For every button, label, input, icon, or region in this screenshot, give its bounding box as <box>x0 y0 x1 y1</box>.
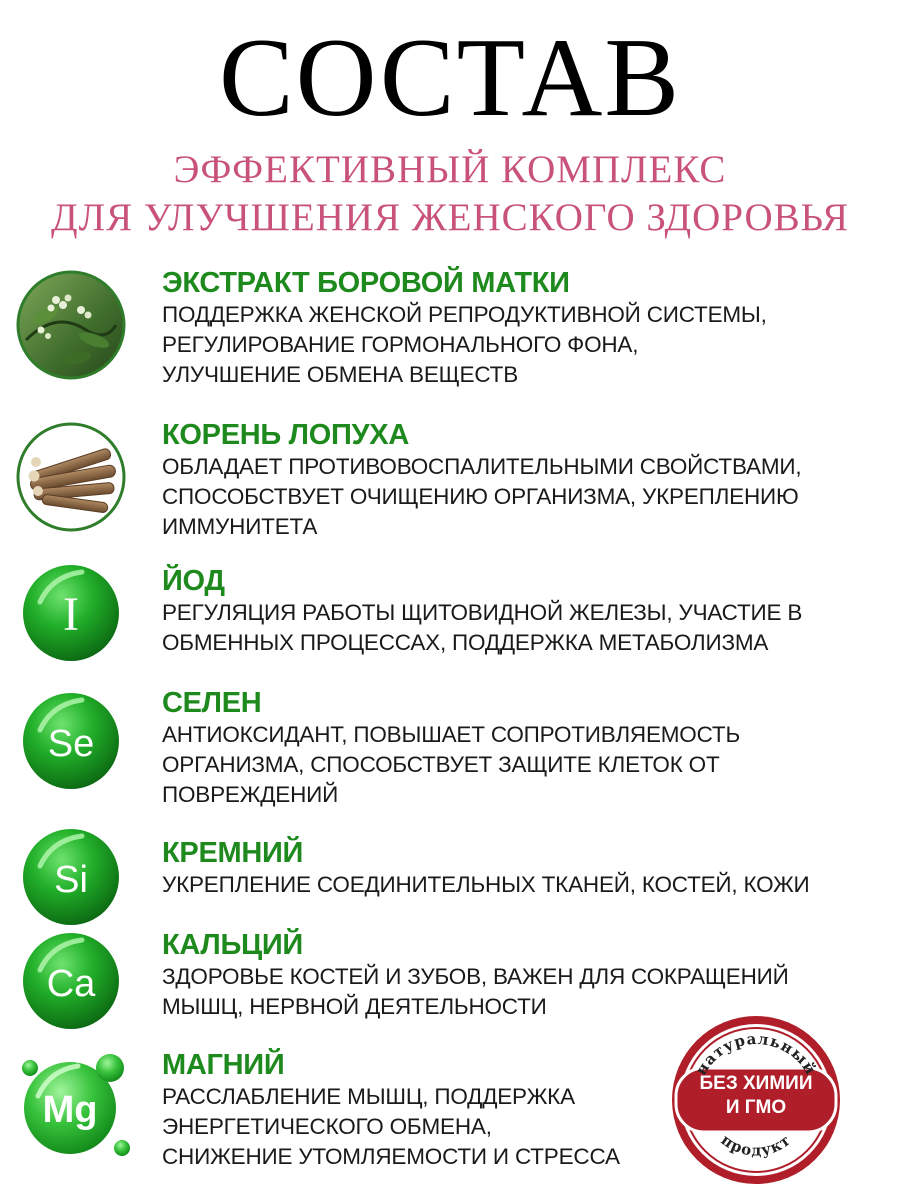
ingredient-name: ЭКСТРАКТ БОРОВОЙ МАТКИ <box>162 267 570 299</box>
ingredient-name: СЕЛЕН <box>162 687 262 719</box>
ingredient-name: МАГНИЙ <box>162 1049 285 1081</box>
ortilia-plant-icon <box>16 270 126 380</box>
ingredient-description: ЗДОРОВЬЕ КОСТЕЙ И ЗУБОВ, ВАЖЕН ДЛЯ СОКРАЩЕНИЙ МЫШЦ, НЕРВНОЙ ДЕЯТЕЛЬНОСТИ <box>162 964 789 1019</box>
page-title: СОСТАВ <box>218 16 682 140</box>
ingredient-description: РЕГУЛЯЦИЯ РАБОТЫ ЩИТОВИДНОЙ ЖЕЛЕЗЫ, УЧАСТИЕ В ОБМЕННЫХ ПРОЦЕССАХ, ПОДДЕРЖКА МЕТАБОЛИЗМА <box>162 600 803 655</box>
ingredient-description: УКРЕПЛЕНИЕ СОЕДИНИТЕЛЬНЫХ ТКАНЕЙ, КОСТЕЙ, КОЖИ <box>162 872 810 897</box>
burdock-root-icon <box>16 422 126 532</box>
stamp-main-text: БЕЗ ХИМИИ И ГМО <box>699 1073 813 1118</box>
stamp-bottom-text: продукт <box>717 1130 795 1160</box>
svg-text:Se: Se <box>47 723 95 765</box>
svg-text:Si: Si <box>54 859 88 901</box>
natural-product-stamp <box>666 1010 846 1190</box>
subtitle-line-2: ДЛЯ УЛУЧШЕНИЯ ЖЕНСКОГО ЗДОРОВЬЯ <box>51 196 849 239</box>
svg-text:Mg: Mg <box>42 1089 98 1131</box>
svg-text:I: I <box>63 588 79 641</box>
selenium-element-icon <box>16 686 126 796</box>
svg-text:Ca: Ca <box>46 963 96 1005</box>
silicon-element-icon <box>16 822 126 932</box>
ingredient-name: КАЛЬЦИЙ <box>162 929 303 961</box>
ingredient-description: АНТИОКСИДАНТ, ПОВЫШАЕТ СОПРОТИВЛЯЕМОСТЬ ОРГАНИЗМА, СПОСОБСТВУЕТ ЗАЩИТЕ КЛЕТОК ОТ ПОВРЕЖДЕНИЙ <box>162 722 741 807</box>
ingredient-description: РАССЛАБЛЕНИЕ МЫШЦ, ПОДДЕРЖКА ЭНЕРГЕТИЧЕСКОГО ОБМЕНА, СНИЖЕНИЕ УТОМЛЯЕМОСТИ И СТРЕССА <box>162 1084 620 1169</box>
calcium-element-icon <box>16 926 126 1036</box>
ingredient-name: КРЕМНИЙ <box>162 837 304 869</box>
magnesium-element-icon <box>12 1042 136 1166</box>
ingredient-name: ЙОД <box>162 565 225 597</box>
ingredient-name: КОРЕНЬ ЛОПУХА <box>162 419 409 451</box>
ingredient-description: ПОДДЕРЖКА ЖЕНСКОЙ РЕПРОДУКТИВНОЙ СИСТЕМЫ, РЕГУЛИРОВАНИЕ ГОРМОНАЛЬНОГО ФОНА, УЛУЧШЕНИЕ ОБМЕНА ВЕЩЕСТВ <box>162 302 767 387</box>
ingredient-description: ОБЛАДАЕТ ПРОТИВОВОСПАЛИТЕЛЬНЫМИ СВОЙСТВАМИ, СПОСОБСТВУЕТ ОЧИЩЕНИЮ ОРГАНИЗМА, УКРЕПЛЕНИЮ ИММУНИТЕТА <box>162 454 802 539</box>
subtitle-line-1: ЭФФЕКТИВНЫЙ КОМПЛЕКС <box>173 148 727 191</box>
iodine-element-icon <box>16 558 126 668</box>
stamp-top-text: натуральный <box>691 1029 821 1079</box>
